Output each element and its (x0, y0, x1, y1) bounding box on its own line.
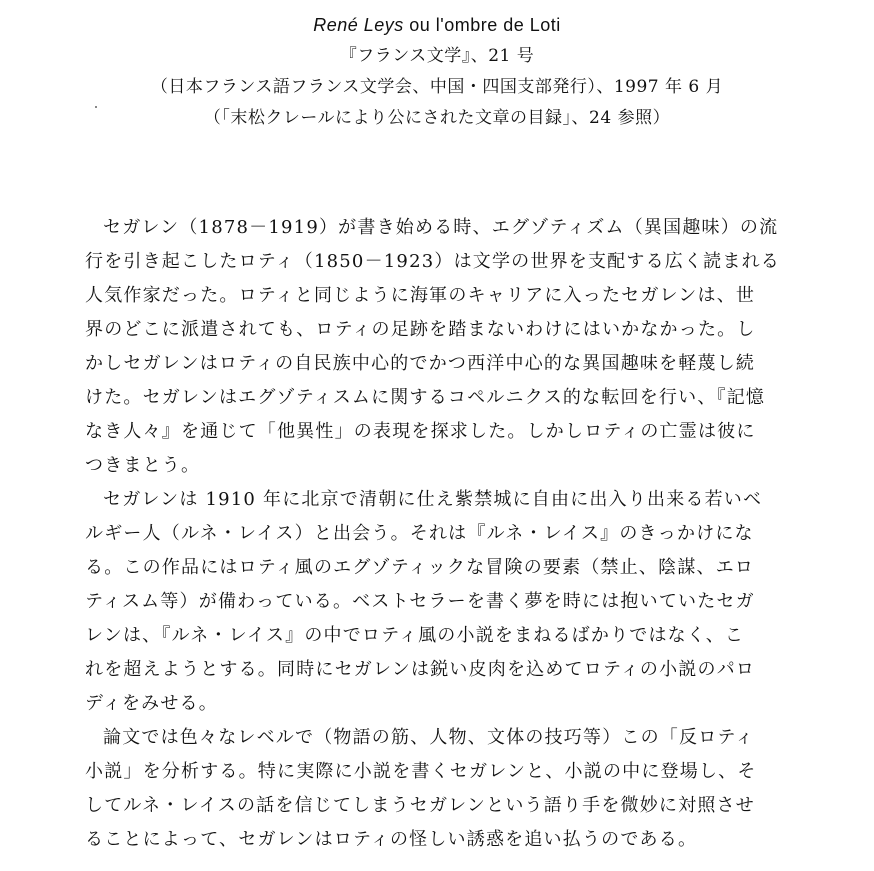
paragraph-line: してルネ・レイスの話を信じてしまうセガレンという語り手を微妙に対照させ (85, 795, 755, 816)
paragraph-line: る。この作品にはロティ風のエグゾティックな冒険の要素（禁止、陰謀、エロ (85, 557, 755, 578)
paragraph-line: ディをみせる。 (85, 693, 218, 714)
paragraph-line: レンは、『ルネ・レイス』の中でロティ風の小説をまねるばかりではなく、こ (85, 625, 745, 646)
paragraph-line: けた。セガレンはエグゾティスムに関するコペルニクス的な転回を行い、『記憶 (85, 387, 766, 408)
paragraph-line: ティスム等）が備わっている。ベストセラーを書く夢を時には抱いていたセガ (85, 591, 755, 612)
paragraph-line: 行を引き起こしたロティ（1850－1923）は文学の世界を支配する広く読まれる (85, 251, 780, 272)
article-title-italic: René Leys (313, 15, 404, 35)
paragraph-line: なき人々』を通じて「他異性」の表現を探求した。しかしロティの亡霊は彼に (85, 421, 756, 442)
paragraph-line: セガレン（1878－1919）が書き始める時、エグゾティズム（異国趣味）の流 (103, 217, 779, 238)
article-title (0, 10, 874, 41)
article-title-rest: ou l'ombre de Loti (403, 15, 561, 35)
paragraph (85, 211, 785, 483)
paragraph-line: ることによって、セガレンはロティの怪しい誘惑を追い払うのである。 (85, 829, 698, 850)
paragraph-line: 界のどこに派遣されても、ロティの足跡を踏まないわけにはいかなかった。し (85, 319, 756, 340)
paragraph-line: ルギー人（ルネ・レイス）と出会う。それは『ルネ・レイス』のきっかけにな (85, 523, 754, 544)
paragraph (85, 483, 785, 721)
paragraph-line: つきまとう。 (85, 455, 201, 476)
article-body (85, 211, 785, 857)
paragraph-line: れを超えようとする。同時にセガレンは鋭い皮肉を込めてロティの小説のパロ (85, 659, 756, 680)
paragraph-line: 小説」を分析する。特に実際に小説を書くセガレンと、小説の中に登場し、そ (85, 761, 757, 782)
reference-note: （「末松クレールにより公にされた文章の目録」、24 参照） (203, 108, 671, 128)
paragraph-line: 人気作家だった。ロティと同じように海軍のキャリアに入ったセガレンは、世 (85, 285, 756, 306)
journal-name: 『フランス文学』、21 号 (339, 46, 535, 66)
paragraph-line: かしセガレンはロティの自民族中心的でかつ西洋中心的な異国趣味を軽蔑し続 (85, 353, 756, 374)
publisher-info: （日本フランス語フランス文学会、中国・四国支部発行）、1997 年 6 月 (150, 77, 724, 97)
document-header (0, 10, 874, 134)
paragraph (85, 721, 785, 857)
paragraph-line: 論文では色々なレベルで（物語の筋、人物、文体の技巧等）この「反ロティ (103, 727, 755, 748)
scan-speck (95, 106, 97, 108)
paragraph-line: セガレンは 1910 年に北京で清朝に仕え紫禁城に自由に出入り出来る若いベ (103, 489, 763, 510)
